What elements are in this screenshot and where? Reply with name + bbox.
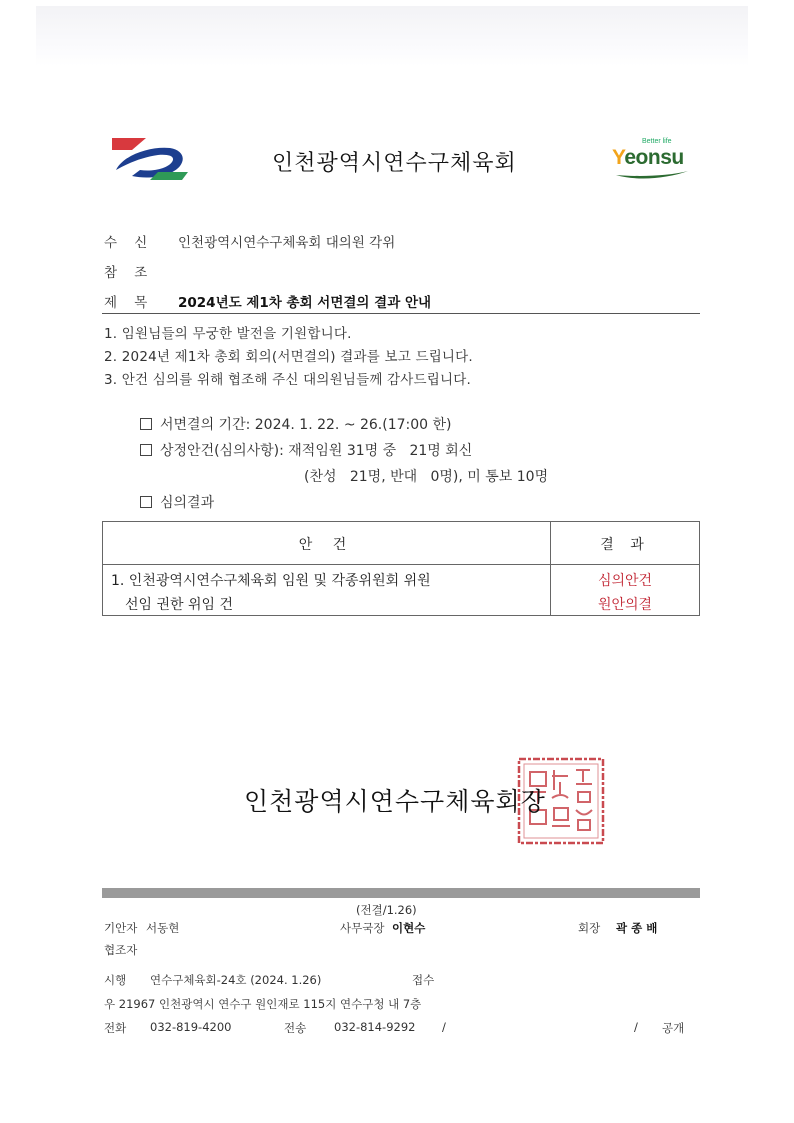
table-header-agenda: 안 건 bbox=[298, 537, 355, 553]
president-name: 곽 종 배 bbox=[616, 921, 658, 935]
result-line-2: 원안의결 bbox=[597, 597, 653, 613]
subject-value: 2024년도 제1차 총회 서면결의 결과 안내 bbox=[178, 295, 432, 311]
yeonsu-logo bbox=[612, 138, 692, 180]
scan-shading bbox=[36, 6, 748, 66]
drafter-label: 기안자 bbox=[104, 921, 138, 935]
issue-value: 연수구체육회-24호 (2024. 1.26) bbox=[150, 973, 322, 987]
brand-wordmark bbox=[612, 146, 684, 170]
body-item-2: 2. 2024년 제1차 총회 회의(서면결의) 결과를 보고 드립니다. bbox=[104, 349, 473, 365]
disclosure-status: 공개 bbox=[662, 1021, 685, 1035]
director-label: 사무국장 bbox=[340, 921, 385, 935]
table-row-agenda bbox=[111, 569, 431, 617]
subject-divider bbox=[102, 313, 700, 314]
period-line bbox=[140, 414, 452, 434]
sports-council-logo bbox=[110, 136, 190, 184]
checkbox-square-icon bbox=[140, 418, 152, 430]
vote-line: (찬성 21명, 반대 0명), 미 통보 10명 bbox=[304, 469, 549, 485]
drafter-name: 서동현 bbox=[146, 921, 180, 935]
agenda-line-2: 선임 권한 위임 건 bbox=[125, 597, 234, 613]
period-text: 서면결의 기간: 2024. 1. 22. ~ 26.(17:00 한) bbox=[160, 417, 452, 433]
footer-divider-bar bbox=[102, 888, 700, 898]
brand-swoosh-icon bbox=[616, 171, 688, 179]
receipt-label: 접수 bbox=[412, 973, 435, 987]
issue-label: 시행 bbox=[104, 973, 127, 987]
result-line bbox=[140, 492, 214, 512]
fax-value: 032-814-9292 bbox=[334, 1020, 416, 1034]
recipient-label: 수 신 bbox=[104, 235, 148, 251]
reference-label: 참 조 bbox=[104, 265, 148, 281]
body-item-3: 3. 안건 심의를 위해 협조해 주신 대의원님들께 감사드립니다. bbox=[104, 372, 471, 388]
subject-label: 제 목 bbox=[104, 295, 148, 311]
agenda-text: 상정안건(심의사항): 재적임원 31명 중 21명 회신 bbox=[160, 443, 473, 459]
signer-title: 인천광역시연수구체육회장 bbox=[244, 787, 546, 816]
subject-row bbox=[104, 291, 431, 311]
agenda-line-1: 1. 인천광역시연수구체육회 임원 및 각종위원회 위원 bbox=[111, 573, 431, 589]
body-item-1: 1. 임원님들의 무궁한 발전을 기원합니다. bbox=[104, 326, 352, 342]
recipient-value: 인천광역시연수구체육회 대의원 각위 bbox=[178, 235, 396, 251]
phone-label: 전화 bbox=[104, 1021, 127, 1035]
brand-tagline: Better life bbox=[642, 138, 672, 145]
phone-value: 032-819-4200 bbox=[150, 1020, 232, 1034]
checkbox-square-icon bbox=[140, 496, 152, 508]
president-label: 회장 bbox=[578, 921, 601, 935]
footer-slash-2: / bbox=[634, 1020, 638, 1034]
result-line-1: 심의안건 bbox=[597, 573, 653, 589]
brand-wordmark-rest: eonsu bbox=[624, 146, 684, 169]
cooperator-label: 협조자 bbox=[104, 943, 138, 957]
recipient-row bbox=[104, 231, 395, 251]
table-header-result: 결 과 bbox=[600, 537, 650, 553]
address-line: 우 21967 인천광역시 연수구 원인재로 115지 연수구청 내 7층 bbox=[104, 997, 422, 1011]
reference-row bbox=[104, 261, 178, 281]
agenda-line bbox=[140, 440, 472, 460]
footer-slash-1: / bbox=[442, 1020, 446, 1034]
fax-label: 전송 bbox=[284, 1021, 307, 1035]
table-header-divider bbox=[103, 564, 699, 565]
table-row-result bbox=[551, 569, 699, 617]
agenda-result-table bbox=[102, 521, 700, 616]
checkbox-square-icon bbox=[140, 444, 152, 456]
result-label: 심의결과 bbox=[160, 495, 215, 511]
approval-note: (전결/1.26) bbox=[356, 903, 417, 917]
organization-title: 인천광역시연수구체육회 bbox=[272, 151, 517, 176]
brand-wordmark-accent: Y bbox=[612, 146, 625, 169]
director-name: 이현수 bbox=[392, 921, 426, 935]
